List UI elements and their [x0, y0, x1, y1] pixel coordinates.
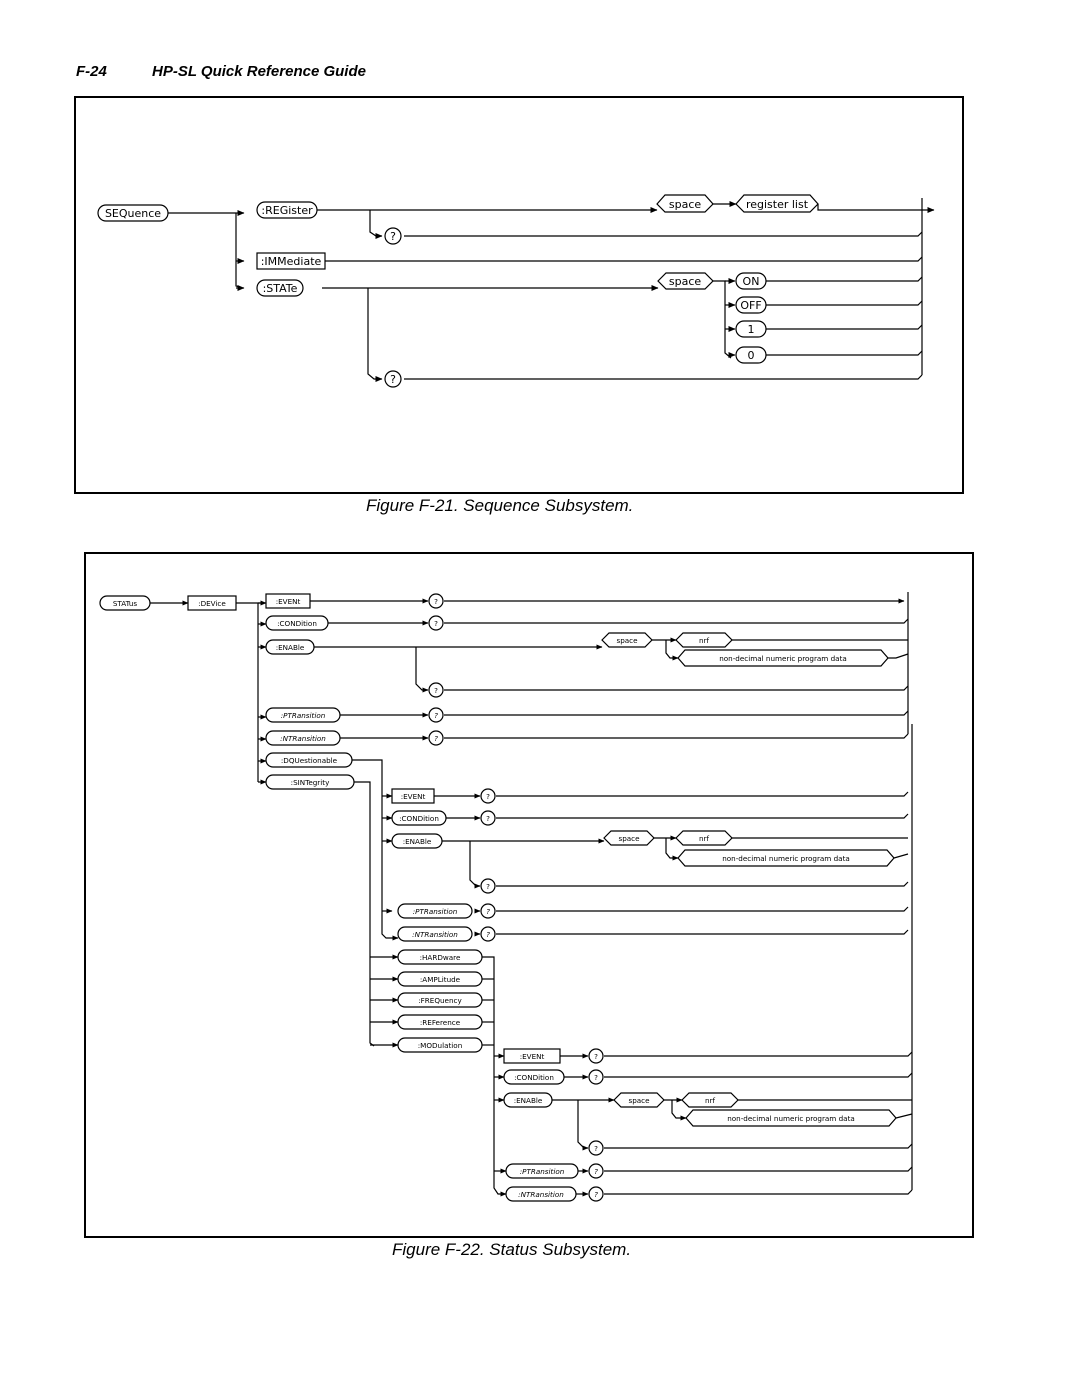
node-m-q5-label: ? [594, 1190, 598, 1199]
node-m-event-label: :EVENt [519, 1052, 545, 1061]
node-s-q5-label: ? [486, 930, 490, 939]
node-register-list-label: register list [745, 198, 809, 211]
node-sequence-label: SEQuence [104, 207, 162, 220]
node-d-q2-label: ? [434, 619, 438, 628]
node-d-questionable-label: :DQUestionable [280, 756, 338, 765]
node-m-q2-label: ? [594, 1073, 598, 1082]
page-number: F-24 [76, 63, 107, 80]
status-syntax-diagram [86, 554, 972, 1236]
node-zero-label: 0 [747, 349, 755, 362]
node-m-nrf-label: nrf [704, 1096, 716, 1105]
node-d-nondecimal-label: non-decimal numeric program data [719, 654, 847, 663]
node-d-q3-label: ? [434, 686, 438, 695]
node-device-label: :DEVice [198, 599, 226, 608]
node-d-q1-label: ? [434, 597, 438, 606]
node-modulation-label: :MODulation [417, 1041, 463, 1050]
node-d-space-label: space [616, 636, 638, 645]
node-m-q1-label: ? [594, 1052, 598, 1061]
node-s-space-label: space [618, 834, 640, 843]
node-s-q1-label: ? [486, 792, 490, 801]
sequence-syntax-diagram [76, 98, 962, 492]
node-s-q3-label: ? [486, 882, 490, 891]
node-space-2-label: space [668, 275, 702, 288]
sequence-diagram-frame [74, 96, 964, 494]
node-on-label: ON [742, 275, 760, 288]
node-m-enable-label: :ENABle [513, 1096, 543, 1105]
node-d-ntransition-label: :NTRansition [280, 734, 326, 743]
node-query-1-label: ? [390, 230, 396, 243]
node-register-label: :REGister [261, 204, 313, 217]
node-s-q4-label: ? [486, 907, 490, 916]
node-immediate-label: :IMMediate [260, 255, 322, 268]
node-one-label: 1 [747, 323, 755, 336]
node-s-event-label: :EVENt [400, 792, 426, 801]
node-d-enable-label: :ENABle [275, 643, 305, 652]
node-d-nrf-label: nrf [698, 636, 710, 645]
node-m-condition-label: :CONDition [514, 1073, 554, 1082]
node-d-q5-label: ? [434, 734, 438, 743]
node-d-q4-label: ? [434, 711, 438, 720]
node-m-q3-label: ? [594, 1144, 598, 1153]
node-off-label: OFF [740, 299, 762, 312]
node-s-enable-label: :ENABle [402, 837, 432, 846]
node-m-nondecimal-label: non-decimal numeric program data [727, 1114, 855, 1123]
node-s-nrf-label: nrf [698, 834, 710, 843]
sequence-nodes [98, 195, 818, 387]
node-m-q4-label: ? [594, 1167, 598, 1176]
node-m-ntransition-label: :NTRansition [518, 1190, 564, 1199]
node-s-ntransition-label: :NTRansition [412, 930, 458, 939]
node-frequency-label: :FREQuency [418, 996, 462, 1005]
figure-f21-caption: Figure F-21. Sequence Subsystem. [366, 496, 634, 515]
node-hardware-label: :HARDware [419, 953, 461, 962]
node-s-q2-label: ? [486, 814, 490, 823]
node-status-label: STATus [112, 599, 138, 608]
guide-title: HP-SL Quick Reference Guide [152, 63, 366, 80]
node-s-nondecimal-label: non-decimal numeric program data [722, 854, 850, 863]
node-d-sintegrity-label: :SINTegrity [290, 778, 330, 787]
node-state-label: :STATe [262, 282, 298, 295]
node-m-ptransition-label: :PTRansition [519, 1167, 565, 1176]
node-d-ptransition-label: :PTRansition [280, 711, 326, 720]
figure-f22-caption: Figure F-22. Status Subsystem. [392, 1240, 632, 1259]
node-query-2-label: ? [390, 373, 396, 386]
node-space-1-label: space [668, 198, 702, 211]
node-amplitude-label: :AMPLitude [419, 975, 461, 984]
status-nodes [100, 594, 896, 1201]
status-diagram-frame [84, 552, 974, 1238]
node-m-space-label: space [628, 1096, 650, 1105]
node-d-event-label: :EVENt [275, 597, 301, 606]
node-s-ptransition-label: :PTRansition [412, 907, 458, 916]
node-d-condition-label: :CONDition [277, 619, 317, 628]
node-reference-label: :REFerence [419, 1018, 461, 1027]
node-s-condition-label: :CONDition [399, 814, 439, 823]
